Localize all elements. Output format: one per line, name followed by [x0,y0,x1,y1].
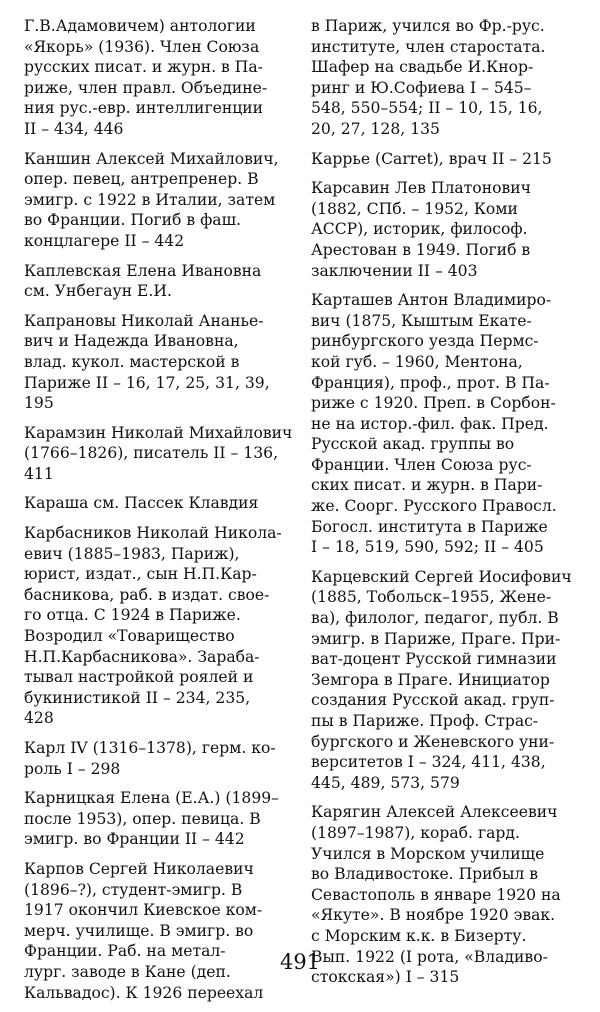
entry-line: (1896–?), студент-эмигр. В [24,880,243,899]
entry-line: 1917 окончил Киевское ком- [24,901,263,920]
entry-line: 548, 550–554; II – 10, 15, 16, [311,99,543,118]
index-entry [24,788,300,850]
entry-line: стокская») I – 315 [311,968,460,987]
entry-line: Карницкая Елена (Е.А.) (1899– [24,789,279,808]
index-entry [311,16,586,140]
entry-line: в Париж, учился во Фр.-рус. [311,17,545,35]
index-entry [24,738,300,779]
entry-line: риже с 1920. Преп. в Сорбон- [311,394,556,413]
entry-line: 195 [24,394,54,413]
entry-line: ринг и Ю.Софиева I – 545– [311,78,532,97]
index-entry [24,261,300,302]
entry-line: Г.В.Адамовичем) антологии [24,17,256,35]
entry-line: 445, 489, 573, 579 [311,773,460,792]
entry-line: Карташев Антон Владимиро- [311,291,552,310]
entry-line: 428 [24,709,54,728]
entry-line: Карл IV (1316–1378), герм. ко- [24,739,276,757]
entry-line: эмигр. в Париже, Праге. При- [311,629,561,648]
index-entry [24,149,300,252]
entry-line: во Владивостоке. Прибыл в [311,865,539,884]
index-entry [24,423,300,485]
page-number: 491 [279,950,321,974]
entry-line: кой губ. – 1960, Ментона, [311,352,523,371]
entry-line: пы в Париже. Проф. Страс- [311,712,539,730]
entry-line: ва), филолог, педагог, публ. В [311,609,559,628]
index-entry [311,178,586,281]
entry-line: же. Соорг. Русского Правосл. [311,497,557,516]
entry-line: Вып. 1922 (I рота, «Владиво- [311,947,548,966]
entry-line: 20, 27, 128, 135 [311,119,440,138]
entry-line: басникова, раб. в издат. свое- [24,585,270,604]
entry-line: вич и Надежда Ивановна, [24,332,239,351]
entry-line: Караша см. Пассек Клавдия [24,494,259,513]
entry-line: институте, член старостата. [311,37,546,56]
entry-line: концлагере II – 442 [24,231,185,250]
entry-line: не на истор.-фил. фак. Пред. [311,414,549,433]
entry-line: Карягин Алексей Алексеевич [311,803,558,822]
entry-line: (1897–1987), кораб. гард. [311,823,520,842]
entry-line: ских писат. и журн. в Пари- [311,476,543,495]
entry-line: Севастополь в январе 1920 на [311,885,561,904]
entry-line: бургского и Женевского уни- [311,732,555,751]
entry-line: русских писат. и журн. в Па- [24,58,263,77]
entry-line: Капрановы Николай Ананье- [24,311,264,330]
entry-line: опер. певец, антрепренер. В [24,170,259,189]
entry-line: с Морским к.к. в Бизерту. [311,926,527,945]
entry-line: эмигр. с 1922 в Италии, затем [24,190,276,209]
entry-line: «Якорь» (1936). Член Союза [24,37,260,56]
index-entry [24,523,300,729]
entry-line: Возродил «Товарищество [24,627,235,646]
entry-line: заключении II – 403 [311,261,478,280]
entry-line: Париже II – 16, 17, 25, 31, 39, [24,373,270,392]
index-entry [311,149,586,170]
entry-line: букинистикой II – 234, 235, [24,688,251,707]
entry-line: вич (1875, Кыштым Екате- [311,311,532,330]
entry-line: влад. кукол. мастерской в [24,352,240,371]
index-entry [311,567,586,794]
entry-line: Карпов Сергей Николаевич [24,859,254,878]
index-entry [24,311,300,414]
entry-line: см. Унбегаун Е.И. [24,282,172,301]
index-entry [24,493,300,514]
entry-line: Кальвадос). К 1926 переехал [24,983,264,1002]
entry-line: ринбургского уезда Пермс- [311,332,539,351]
entry-line: I – 18, 519, 590, 592; II – 405 [311,538,544,557]
index-entry [24,859,300,1003]
entry-line: ния рус.-евр. интеллигенции [24,99,264,118]
entry-line: (1885, Тобольск–1955, Жене- [311,588,552,607]
entry-line: Карцевский Сергей Иосифович [311,567,572,586]
entry-line: Арестован в 1949. Погиб в [311,240,531,259]
entry-line: Карамзин Николай Михайлович [24,423,293,442]
entry-line: Франции. Член Союза рус- [311,455,532,474]
entry-line: АССР), историк, философ. [311,220,528,239]
entry-line: Богосл. института в Париже [311,517,548,536]
entry-line: (1766–1826), писатель II – 136, [24,444,279,463]
entry-line: роль I – 298 [24,759,121,778]
entry-line: ват-доцент Русской гимназии [311,650,557,669]
entry-line: II – 434, 446 [24,119,124,138]
entry-line: Каплевская Елена Ивановна [24,261,262,280]
entry-line: Карсавин Лев Платонович [311,179,531,198]
entry-line: Карбасников Николай Никола- [24,524,282,543]
entry-line: эмигр. во Франции II – 442 [24,830,245,849]
entry-line: го отца. С 1924 в Париже. [24,606,241,625]
entry-line: Н.П.Карбасникова». Зараба- [24,647,260,666]
entry-line: во Франции. Погиб в фаш. [24,211,242,230]
index-entry [24,16,300,140]
entry-line: Учился в Морском училище [311,844,545,863]
entry-line: верситетов I – 324, 411, 438, [311,753,546,772]
entry-line: мерч. училище. В эмигр. во [24,921,254,940]
entry-line: Земгора в Праге. Инициатор [311,670,550,689]
entry-line: после 1953), опер. певица. В [24,809,261,828]
entry-line: Каррье (Carret), врач II – 215 [311,149,552,168]
entry-line: тывал настройкой роялей и [24,668,254,687]
entry-line: создания Русской акад. груп- [311,691,555,710]
entry-line: евич (1885–1983, Париж), [24,544,240,563]
entry-line: Франции. Раб. на метал- [24,942,226,961]
entry-line: лург. заводе в Кане (деп. [24,962,231,981]
entry-line: Каншин Алексей Михайлович, [24,149,279,168]
right-column [311,16,586,997]
entry-line: риже, член правл. Объедине- [24,78,268,97]
entry-line: 411 [24,464,54,483]
entry-line: Франция), проф., прот. В Па- [311,373,550,392]
entry-line: юрист, издат., сын Н.П.Кар- [24,565,257,584]
index-entry [311,290,586,558]
entry-line: (1882, СПб. – 1952, Коми [311,199,518,218]
entry-line: Русской акад. группы во [311,435,515,454]
entry-line: «Якуте». В ноябре 1920 эвак. [311,906,556,925]
entry-line: Шафер на свадьбе И.Кнор- [311,58,534,77]
left-column [24,16,300,1012]
